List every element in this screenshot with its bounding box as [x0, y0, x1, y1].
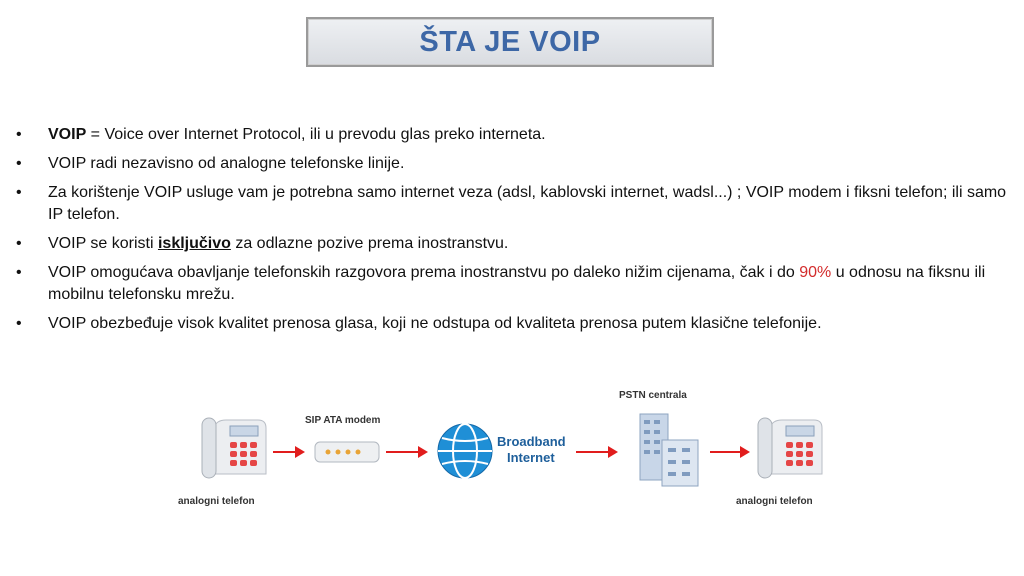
bullet-text: = Voice over Internet Protocol, ili u prevodu glas preko interneta. — [86, 126, 546, 143]
modem-icon — [314, 440, 380, 464]
bullet-highlight-percent: 90% — [799, 264, 832, 281]
modem-label: SIP ATA modem — [305, 415, 381, 426]
broadband-line-1: Broadband — [497, 434, 566, 449]
bullet-item — [16, 153, 1016, 175]
bullet-list — [16, 124, 1016, 342]
bullet-item — [16, 233, 1016, 255]
left-phone-icon — [200, 410, 272, 484]
bullet-item — [16, 182, 1016, 226]
slide-title: ŠTA JE VOIP — [419, 25, 601, 58]
left-phone-label: analogni telefon — [178, 496, 255, 507]
right-phone-icon — [756, 410, 828, 484]
broadband-text — [497, 434, 566, 466]
bullet-text: VOIP se koristi — [48, 235, 158, 252]
bullet-item — [16, 262, 1016, 306]
arrow-icon — [576, 451, 616, 453]
right-phone-label: analogni telefon — [736, 496, 813, 507]
globe-icon — [436, 422, 494, 480]
voip-diagram — [170, 384, 850, 524]
pstn-building-icon — [632, 406, 706, 492]
bullet-bold-term: VOIP — [48, 126, 87, 143]
bullet-item — [16, 124, 1016, 146]
title-box — [306, 17, 714, 67]
bullet-text: VOIP radi nezavisno od analogne telefonske linije. — [48, 155, 405, 172]
arrow-icon — [386, 451, 426, 453]
bullet-underlined-term: isključivo — [157, 235, 231, 252]
arrow-icon — [273, 451, 303, 453]
arrow-icon — [710, 451, 748, 453]
bullet-text: VOIP omogućava obavljanje telefonskih razgovora prema inostranstvu po daleko nižim cijenama, čak i do — [48, 264, 800, 281]
bullet-text: za odlazne pozive prema inostranstvu. — [230, 235, 509, 252]
bullet-text: u odnosu na fiksnu ili mobilnu telefonsku mrežu. — [48, 264, 986, 303]
bullet-text: Za korištenje VOIP usluge vam je potrebna samo internet veza (adsl, kablovski internet, wadsl...) ; VOIP modem i fiksni telefon; ili samo IP telefon. — [48, 184, 1007, 223]
bullet-text: VOIP obezbeđuje visok kvalitet prenosa glasa, koji ne odstupa od kvaliteta prenosa putem klasične telefonije. — [48, 315, 822, 332]
pstn-label: PSTN centrala — [619, 390, 687, 401]
bullet-item — [16, 313, 1016, 335]
broadband-line-2: Internet — [507, 450, 555, 465]
